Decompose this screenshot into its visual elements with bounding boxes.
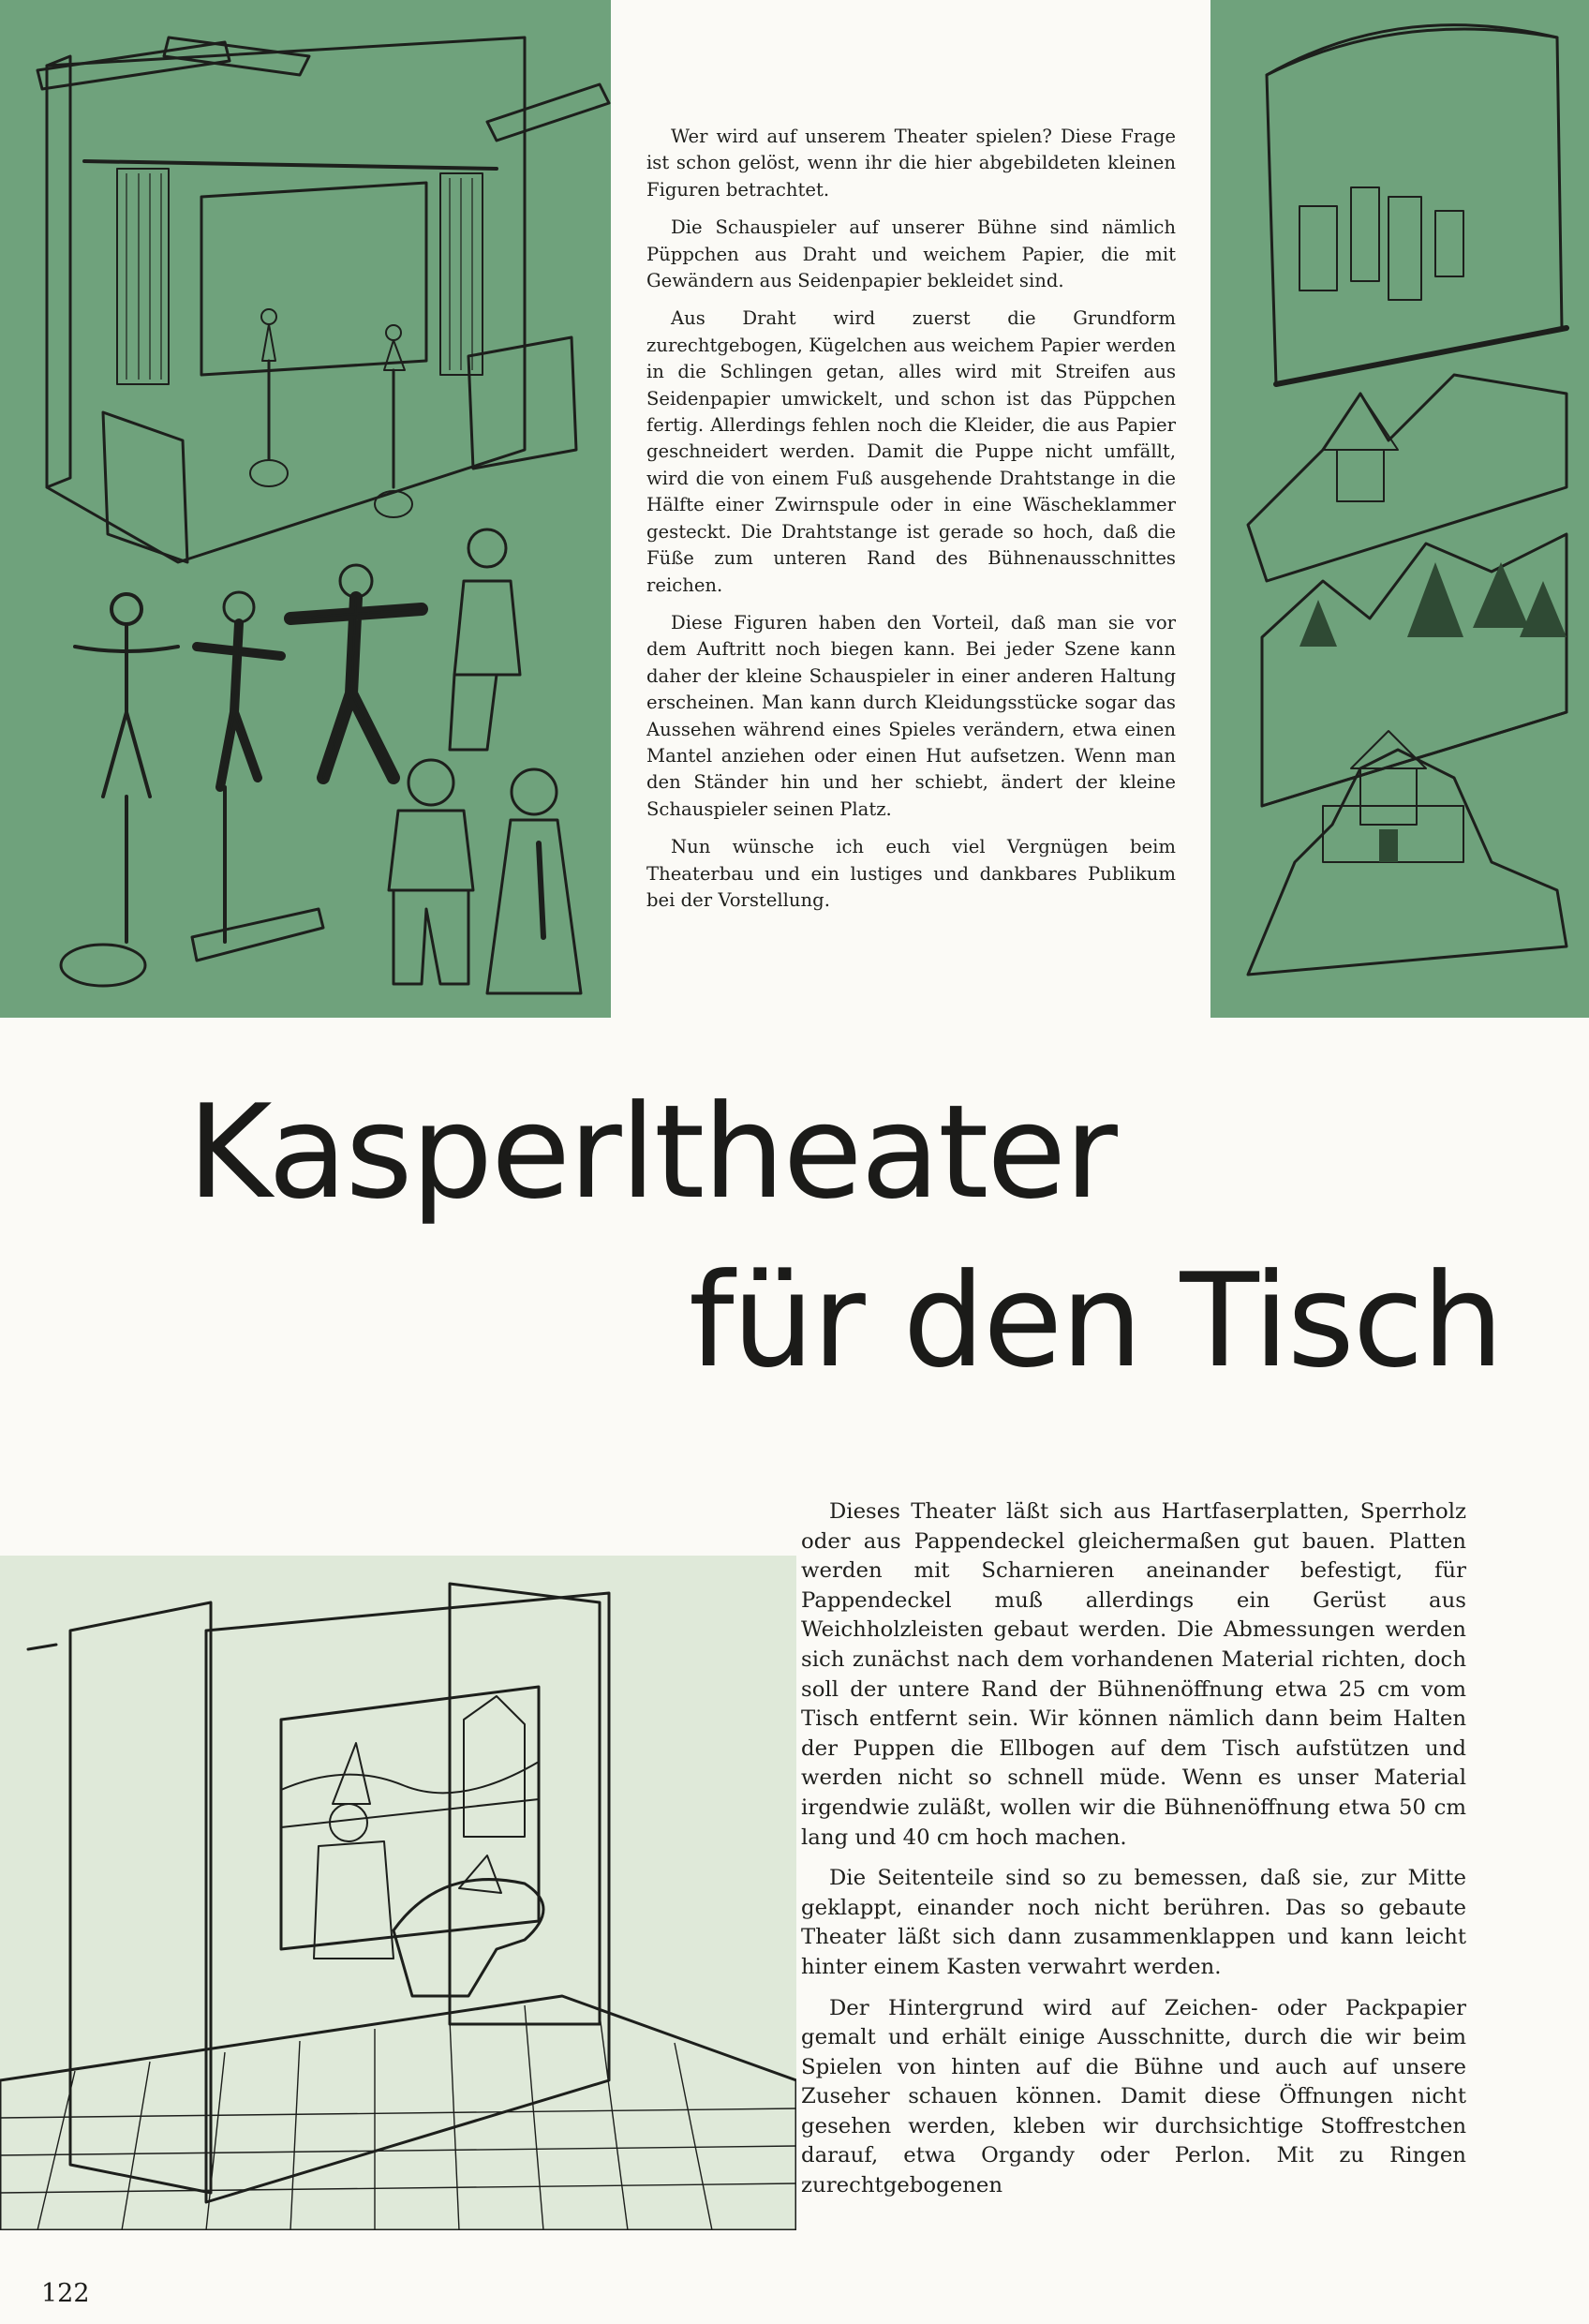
scenery-cutouts-drawing xyxy=(1210,0,1589,1018)
upper-paragraph: Aus Draht wird zuerst die Grundform zurechtgebogen, Kügelchen aus weichem Papier werden in die Schlingen getan, alles wird mit Streifen aus Seidenpapier umwickelt, und schon ist das Püppchen fertig. Allerdings fehlen noch die Kleider, die aus Papier geschneidert werden. Damit die Puppe nicht umfällt, wird die von einem Fuß ausgehende Drahtstange in die Hälfte einer Zwirnspule oder in eine Wäscheklammer gesteckt. Die Drahtstange ist gerade so hoch, daß die Füße zum unteren Rand des Bühnenausschnittes reichen. xyxy=(646,307,1176,596)
lower-paragraph: Der Hintergrund wird auf Zeichen- oder Packpapier gemalt und erhält einige Ausschnitte, durch die wir beim Spielen von hinten auf die Bühne und auch auf unsere Zuseher schauen können. Damit diese Öffnungen nicht gesehen werden, kleben wir durchsichtige Stoffrestchen darauf, etwa Organdy oder Perlon. Mit zu Ringen zurechtgebogenen xyxy=(801,1995,1466,2198)
lower-paragraph: Die Seitenteile sind so zu bemessen, daß sie, zur Mitte geklappt, einander noch nicht berühren. Das so gebaute Theater läßt sich dann zusammenklappen und kann leicht hinter einem Kasten verwahrt werden. xyxy=(801,1866,1466,1979)
lower-paragraph: Dieses Theater läßt sich aus Hartfaserplatten, Sperrholz oder aus Pappendeckel gleichermaßen gut bauen. Platten werden mit Scharnieren aneinander befestigt, für Pappendeckel muß allerdings ein Gerüst aus Weichholzleisten gebaut werden. Die Abmessungen werden sich zunächst nach dem vorhandenen Material richten, doch soll der untere Rand der Bühnenöffnung etwa 25 cm vom Tisch entfernt sein. Wir können nämlich dann beim Halten der Puppen die Ellbogen auf dem Tisch aufstützen und werden nicht so schnell müde. Wenn es unser Material irgendwie zuläßt, wollen wir die Bühnenöffnung etwa 50 cm lang und 40 cm hoch machen. xyxy=(801,1499,1466,1850)
stage-puppets-illustration xyxy=(0,0,611,1018)
table-theater-illustration xyxy=(0,1556,796,2230)
upper-paragraph: Nun wünsche ich euch viel Vergnügen beim Theaterbau und ein lustiges und dankbares Publikum bei der Vorstellung. xyxy=(646,836,1176,911)
upper-paragraph: Diese Figuren haben den Vorteil, daß man sie vor dem Auftritt noch biegen kann. Bei jeder Szene kann daher der kleine Schauspieler in einer anderen Haltung erscheinen. Man kann durch Kleidungsstücke sogar das Aussehen während eines Spieles verändern, etwa einen Mantel anziehen oder einen Hut aufsetzen. Wenn man den Ständer hin und her schiebt, ändert der kleine Schauspieler seinen Platz. xyxy=(646,611,1176,820)
headline-line-1: Kasperltheater xyxy=(187,1077,1116,1228)
page-number: 122 xyxy=(41,2279,90,2308)
lower-text-column xyxy=(801,1497,1466,2212)
stage-puppets-drawing xyxy=(0,0,611,1018)
upper-text-column xyxy=(646,124,1176,925)
upper-paragraph: Wer wird auf unserem Theater spielen? Diese Frage ist schon gelöst, wenn ihr die hier abgebildeten kleinen Figuren betrachtet. xyxy=(646,126,1176,201)
headline-line-2: für den Tisch xyxy=(689,1245,1503,1396)
scenery-cutouts-illustration xyxy=(1210,0,1589,1018)
table-theater-drawing xyxy=(0,1556,796,2230)
upper-paragraph: Die Schauspieler auf unserer Bühne sind nämlich Püppchen aus Draht und weichem Papier, die mit Gewändern aus Seidenpapier bekleidet sind. xyxy=(646,216,1176,292)
